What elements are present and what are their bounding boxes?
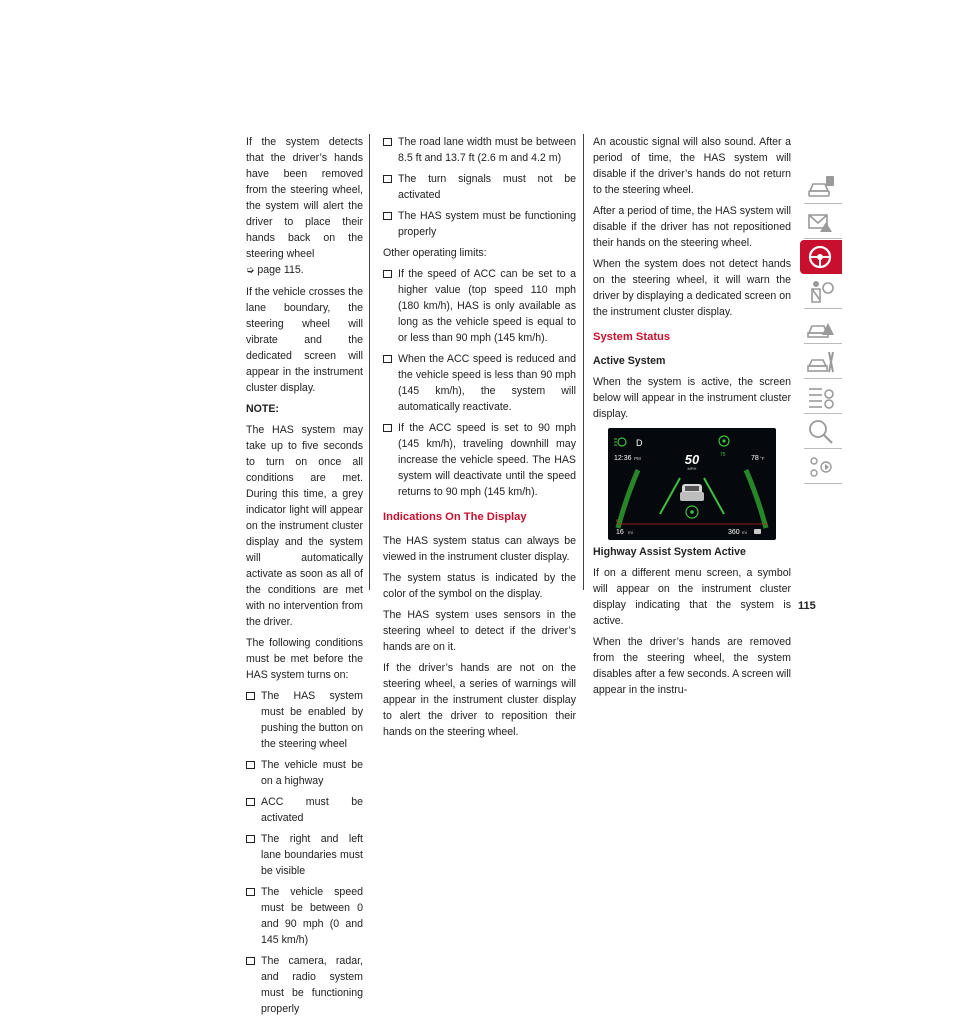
list-item: The camera, radar, and radio system must be functioning properly <box>246 953 363 1017</box>
list-item: When the ACC speed is reduced and the vehicle speed is less than 90 mph (145 km/h), the system will automatically reactivate. <box>383 351 576 415</box>
paragraph: When the system does not detect hands on the steering wheel, it will warn the driver by displaying a dedicated screen on the instrument cluster display. <box>593 258 791 318</box>
temperature-unit: °F <box>760 456 765 461</box>
headlight-icon <box>614 438 626 446</box>
bullet-box-icon <box>383 175 392 183</box>
bullet-box-icon <box>383 212 392 220</box>
tab-servicing-and-maintenance[interactable] <box>800 345 842 379</box>
search-icon <box>806 418 836 446</box>
paragraph: If on a different menu screen, a symbol will appear on the instrument cluster display indicating that the system is active. <box>593 567 791 627</box>
chapter-tabs <box>800 170 842 485</box>
right-gauge-arc <box>746 470 766 528</box>
bullet-box-icon <box>383 270 392 278</box>
subheading: Active System <box>593 355 666 367</box>
paragraph: If the vehicle crosses the lane boundary, the steering wheel will vibrate and the dedicated screen will appear in the instrument cluster display. <box>246 286 363 394</box>
tab-getting-to-know-instrument-panel[interactable] <box>800 205 842 239</box>
tab-in-case-of-emergency[interactable] <box>800 310 842 344</box>
bullet-box-icon <box>246 761 255 769</box>
list-item: ACC must be activated <box>246 794 363 826</box>
speed-value: 50 <box>684 452 700 467</box>
steering-wheel-icon <box>806 243 836 271</box>
page-reference-link[interactable]: page 115. <box>257 264 304 276</box>
range-distance: 360 <box>728 529 740 536</box>
tab-safety[interactable] <box>800 240 842 274</box>
fuel-empty-mark: E <box>616 518 619 523</box>
paragraph: The HAS system status can always be viewed in the instrument cluster display. <box>383 535 576 563</box>
list-item: The HAS system must be functioning properly <box>383 208 576 240</box>
tab-technical-specifications[interactable] <box>800 380 842 414</box>
paragraph: After a period of time, the HAS system will disable if the driver has not repositioned their hands on the steering wheel. <box>593 205 791 249</box>
vehicle-icon <box>680 484 704 501</box>
paragraph: Other operating limits: <box>383 247 487 259</box>
page-reference-arrow-icon: ➭ <box>246 265 255 276</box>
seatbelt-airbag-icon <box>806 278 836 306</box>
note-label: NOTE: <box>246 403 279 415</box>
clock-time: 12:36 <box>614 455 632 462</box>
car-info-icon <box>806 173 836 201</box>
list-item: The vehicle speed must be between 0 and 90 mph (0 and 145 km/h) <box>246 884 363 948</box>
image-caption: Highway Assist System Active <box>593 546 746 558</box>
paragraph: The HAS system uses sensors in the steering wheel to detect if the driver’s hands are on it. <box>383 609 576 653</box>
left-lane-line <box>660 478 680 514</box>
page-number: 115 <box>798 600 816 612</box>
section-heading: Indications On The Display <box>383 511 527 523</box>
paragraph: When the driver’s hands are removed from the steering wheel, the system disables after a few seconds. A screen will appear in the instru- <box>593 636 791 696</box>
paragraph: The system status is indicated by the color of the symbol on the display. <box>383 572 576 600</box>
paragraph: When the system is active, the screen below will appear in the instrument cluster display. <box>593 376 791 420</box>
set-speed: 75 <box>720 452 726 458</box>
column-divider <box>583 134 584 590</box>
temperature: 78 <box>751 455 759 462</box>
paragraph: If the driver’s hands are not on the steering wheel, a series of warnings will appear in the instrument cluster display to alert the driver to reposition their hands on the steering wheel. <box>383 662 576 738</box>
fuel-pump-icon <box>754 529 761 534</box>
service-tools-icon <box>806 348 836 376</box>
cluster-graphic <box>608 428 776 540</box>
paragraph: If the system detects that the driver’s hands have been removed from the steering wheel, the system will alert the driver to place their hands back on the steering wheel ➭ page 115. <box>246 136 363 276</box>
gear-indicator: D <box>636 438 643 448</box>
tab-safety-restraints[interactable] <box>800 275 842 309</box>
speed-unit: MPH <box>687 466 697 471</box>
bullet-box-icon <box>246 888 255 896</box>
tab-multimedia[interactable] <box>800 450 842 484</box>
column-1 <box>246 134 363 1022</box>
trip-distance: 16 <box>616 529 624 536</box>
list-item: The HAS system must be enabled by pushing the button on the steering wheel <box>246 688 363 752</box>
range-distance-unit: mi <box>742 530 747 535</box>
paragraph: The following conditions must be met before the HAS system turns on: <box>246 637 363 681</box>
section-heading: System Status <box>593 331 671 343</box>
list-item: The road lane width must be between 8.5 ft and 13.7 ft (2.6 m and 4.2 m) <box>383 134 576 166</box>
list-item: The turn signals must not be activated <box>383 171 576 203</box>
note-text: The HAS system may take up to five seconds to turn on once all conditions are met. During this time, a grey indicator light will appear on the instrument cluster display and the system will automatically activate as soon as all of the conditions are met with no intervention from the driver. <box>246 424 363 628</box>
bullet-box-icon <box>383 424 392 432</box>
bullet-box-icon <box>383 355 392 363</box>
specifications-icon <box>806 383 836 411</box>
has-hands-on-icon <box>719 436 729 446</box>
bullet-box-icon <box>246 835 255 843</box>
list-item: If the speed of ACC can be set to a higher value (top speed 110 mph (180 km/h), HAS is only available as long as the vehicle speed is equal to or less than 90 mph (145 km/h). <box>383 266 576 346</box>
right-lane-line <box>704 478 724 514</box>
list-item: If the ACC speed is set to 90 mph (145 km/h), traveling downhill may increase the vehicle speed. The HAS system will deactivate until the speed returns to 90 mph (145 km/h). <box>383 420 576 500</box>
trip-distance-unit: mi <box>628 530 633 535</box>
steering-wheel-icon <box>686 506 698 518</box>
bullet-box-icon <box>246 798 255 806</box>
column-divider <box>369 134 370 590</box>
paragraph: An acoustic signal will also sound. After a period of time, the HAS system will disable if the driver’s hands do not return to the steering wheel. <box>593 136 791 196</box>
road-warning-icon <box>806 313 836 341</box>
tab-index[interactable] <box>800 415 842 449</box>
tab-getting-to-know-vehicle[interactable] <box>800 170 842 204</box>
bullet-box-icon <box>246 692 255 700</box>
left-gauge-arc <box>618 470 638 528</box>
bullet-box-icon <box>383 138 392 146</box>
column-3 <box>593 134 791 703</box>
bullet-box-icon <box>246 957 255 965</box>
clock-suffix: PM <box>634 456 641 461</box>
list-item: The vehicle must be on a highway <box>246 757 363 789</box>
mail-warning-icon <box>806 208 836 236</box>
instrument-cluster-image <box>608 428 776 540</box>
multimedia-icon <box>806 453 836 481</box>
column-2 <box>383 134 576 745</box>
list-item: The right and left lane boundaries must be visible <box>246 831 363 879</box>
